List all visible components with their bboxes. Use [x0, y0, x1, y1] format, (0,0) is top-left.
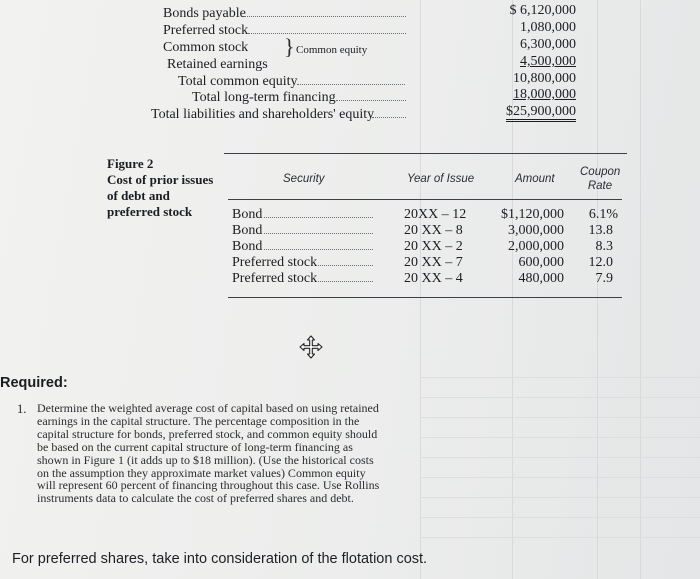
leader-dots — [264, 249, 373, 250]
move-cursor-icon — [298, 334, 324, 360]
balance-value: $25,900,000 — [506, 104, 576, 122]
balance-label: Retained earnings — [167, 57, 268, 72]
table-cell-amount: $1,120,000 — [501, 207, 564, 222]
grid-line — [420, 397, 700, 398]
table-cell-year: 20 XX – 7 — [404, 255, 463, 270]
table-cell-rate: 8.3 — [595, 239, 613, 254]
grid-line — [640, 0, 641, 579]
table-cell-security: Bond — [232, 239, 263, 254]
required-item-number: 1. — [17, 402, 27, 416]
grid-line — [420, 377, 700, 378]
column-header-coupon: Coupon — [580, 166, 621, 178]
column-header-amount: Amount — [515, 173, 555, 185]
grid-line — [420, 417, 700, 418]
table-cell-rate: 12.0 — [588, 255, 613, 270]
balance-value: 10,800,000 — [513, 71, 576, 86]
grid-line — [420, 0, 421, 579]
balance-value: 4,500,000 — [520, 54, 576, 69]
table-cell-amount: 2,000,000 — [508, 239, 564, 254]
table-top-rule — [224, 153, 627, 154]
grid-line — [420, 537, 700, 538]
balance-value: 1,080,000 — [520, 20, 576, 35]
balance-label: Bonds payable — [163, 6, 246, 21]
leader-dots — [244, 16, 406, 17]
grid-line — [420, 437, 700, 438]
leader-dots — [372, 117, 406, 118]
table-cell-year: 20 XX – 2 — [404, 239, 463, 254]
table-cell-year: 20 XX – 4 — [404, 271, 463, 286]
figure-caption: preferred stock — [107, 204, 193, 219]
grid-line — [597, 0, 598, 579]
leader-dots — [264, 233, 373, 234]
table-cell-security: Preferred stock — [232, 255, 318, 270]
leader-dots — [316, 265, 373, 266]
balance-value: 18,000,000 — [513, 87, 576, 102]
balance-value: 6,300,000 — [520, 37, 576, 52]
table-cell-rate: 6.1% — [588, 207, 618, 222]
table-cell-amount: 600,000 — [518, 255, 564, 270]
column-header-year: Year of Issue — [407, 173, 475, 185]
balance-label: Preferred stock — [163, 23, 249, 38]
balance-value: $ 6,120,000 — [509, 3, 576, 18]
column-header-security: Security — [283, 173, 325, 185]
table-bottom-rule — [228, 297, 622, 298]
required-item-text: Determine the weighted average cost of capital based on using retained earnings in the capital structure. The percentage composition in the capital structure for bonds, preferred stock, and common equity should be based on the current capital structure of long-term financing as shown in Figure 1 (it adds up to $18 million). (Use the historical costs on the assumption they approximate market values) Common equity will represent 60 percent of financing throughout this case. Use Rollins instruments data to calculate the cost of preferred shares and debt. — [37, 401, 380, 506]
balance-label: Common stock — [163, 40, 249, 55]
footer-note: For preferred shares, take into consideration of the flotation cost. — [12, 551, 428, 567]
grid-line — [420, 497, 700, 498]
grid-line — [420, 477, 700, 478]
leader-dots — [264, 217, 373, 218]
header-rule — [228, 199, 622, 200]
balance-label: Total liabilities and shareholders' equity — [151, 107, 375, 122]
leader-dots — [248, 33, 406, 34]
table-cell-amount: 3,000,000 — [508, 223, 564, 238]
grid-line — [420, 457, 700, 458]
figure-title: Figure 2 — [107, 156, 154, 171]
table-cell-rate: 13.8 — [588, 223, 613, 238]
figure-caption: Cost of prior issues — [107, 172, 214, 187]
balance-label: Total common equity — [178, 74, 298, 89]
table-cell-amount: 480,000 — [518, 271, 564, 286]
brace-icon: } — [284, 34, 295, 59]
balance-label: Total long-term financing — [192, 90, 336, 105]
table-cell-year: 20XX – 12 — [404, 207, 467, 222]
column-header-rate: Rate — [587, 180, 613, 192]
table-cell-security: Bond — [232, 223, 263, 238]
leader-dots — [297, 84, 405, 85]
table-cell-security: Bond — [232, 207, 263, 222]
required-heading: Required: — [0, 375, 68, 391]
balance-total-wrap — [470, 103, 576, 120]
figure-caption: of debt and — [107, 188, 170, 203]
table-cell-security: Preferred stock — [232, 271, 318, 286]
table-cell-rate: 7.9 — [595, 271, 613, 286]
grid-line — [420, 517, 700, 518]
leader-dots — [316, 281, 373, 282]
leader-dots — [336, 100, 406, 101]
brace-label: Common equity — [296, 44, 368, 56]
table-cell-year: 20 XX – 8 — [404, 223, 463, 238]
